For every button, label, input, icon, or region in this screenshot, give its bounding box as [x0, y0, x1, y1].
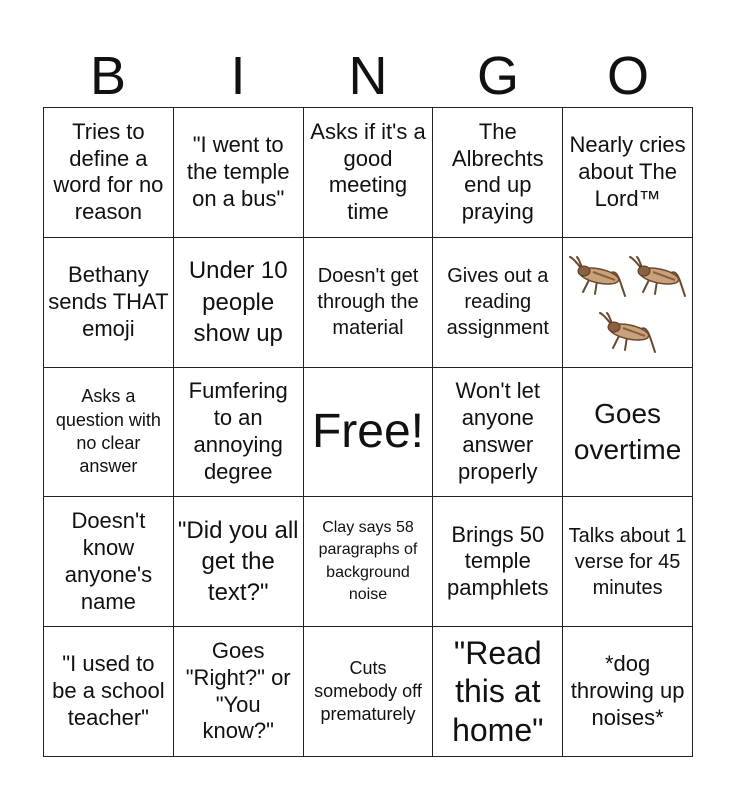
cell-text: Fumfering to an annoying degree: [188, 378, 288, 484]
cell-text: Tries to define a word for no reason: [53, 118, 164, 225]
bingo-cell[interactable]: [174, 627, 304, 757]
cell-text: "I went to the temple on a bus": [186, 132, 290, 211]
bingo-cell[interactable]: [563, 108, 693, 238]
bingo-board: [43, 107, 693, 757]
bingo-cell[interactable]: [44, 108, 174, 238]
cell-text: Clay says 58 paragraphs of background noise: [318, 519, 418, 604]
cell-text: *dog throwing up noises*: [570, 651, 685, 730]
header-letter-g: G: [476, 46, 519, 106]
bingo-cell[interactable]: [174, 238, 304, 368]
bingo-cell[interactable]: [433, 108, 563, 238]
cell-text: "Did you all get the text?": [177, 517, 299, 607]
cell-text: Talks about 1 verse for 45 minutes: [568, 524, 687, 599]
bingo-header: [43, 46, 693, 106]
cell-text: Gives out a reading assignment: [446, 265, 549, 340]
cell-text: "Read this at home": [452, 635, 544, 748]
bingo-cell-free[interactable]: [304, 368, 434, 498]
bingo-cell[interactable]: [433, 627, 563, 757]
cell-text: Doesn't get through the material: [317, 265, 419, 340]
bingo-cell[interactable]: [433, 368, 563, 498]
cricket-icon: [569, 256, 627, 298]
bingo-cell[interactable]: [44, 627, 174, 757]
cell-text: "I used to be a school teacher": [52, 651, 165, 730]
header-letter-i: I: [230, 46, 246, 106]
bingo-cell-crickets[interactable]: [563, 238, 693, 368]
bingo-cell[interactable]: [44, 368, 174, 498]
bingo-cell[interactable]: [174, 368, 304, 498]
bingo-cell[interactable]: [304, 627, 434, 757]
header-letter-n: N: [348, 46, 388, 106]
bingo-cell[interactable]: [563, 368, 693, 498]
bingo-cell[interactable]: [563, 627, 693, 757]
bingo-cell[interactable]: [304, 108, 434, 238]
cell-text: Goes "Right?" or "You know?": [185, 637, 291, 744]
bingo-cell[interactable]: [433, 497, 563, 627]
cell-text: Under 10 people show up: [188, 257, 288, 347]
cell-text: Won't let anyone answer properly: [455, 378, 541, 484]
cell-text: Doesn't know anyone's name: [64, 508, 153, 614]
bingo-cell[interactable]: [174, 108, 304, 238]
free-space-text: Free!: [311, 404, 424, 458]
bingo-cell[interactable]: [44, 497, 174, 627]
cell-text: Cuts somebody off prematurely: [314, 657, 422, 725]
cell-text: Goes overtime: [573, 397, 682, 465]
bingo-cell[interactable]: [433, 238, 563, 368]
bingo-cell[interactable]: [563, 497, 693, 627]
bingo-cell[interactable]: [304, 497, 434, 627]
bingo-cell[interactable]: [44, 238, 174, 368]
bingo-cell[interactable]: [174, 497, 304, 627]
cell-text: The Albrechts end up praying: [451, 118, 544, 225]
cell-text: Asks a question with no clear answer: [55, 386, 161, 477]
header-letter-o: O: [606, 46, 649, 106]
cell-text: Brings 50 temple pamphlets: [447, 521, 549, 601]
cricket-icon: [599, 312, 657, 354]
cell-text: Nearly cries about The Lord™: [569, 132, 686, 211]
cricket-icon: [629, 256, 687, 298]
cell-text: Asks if it's a good meeting time: [310, 118, 426, 225]
cell-text: Bethany sends THAT emoji: [48, 261, 169, 341]
header-letter-b: B: [89, 46, 127, 106]
bingo-cell[interactable]: [304, 238, 434, 368]
